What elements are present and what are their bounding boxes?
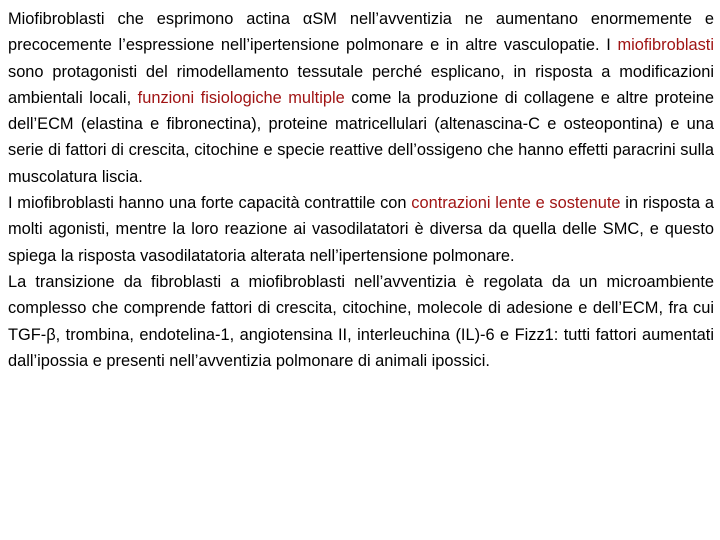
paragraph-text: sono protagonisti del rimodellamento tessutale perché esplicano, in risposta a modificazioni ambientali locali, — [8, 62, 714, 107]
paragraph-myofibroblasts-functions — [8, 6, 714, 190]
paragraph-contractility — [8, 190, 714, 269]
highlight-funzioni-fisiologiche: funzioni fisiologiche multiple — [137, 88, 345, 107]
highlight-contrazioni: contrazioni lente e sostenute — [411, 194, 621, 213]
paragraph-text: Miofibroblasti che esprimono actina αSM nell’avventizia ne aumentano enormemente e precocemente l’espressione nell’ipertensione polmonare e in altre vasculopatie. I — [8, 10, 714, 55]
highlight-miofibroblasti: miofibroblasti — [617, 36, 714, 55]
paragraph-transition — [8, 269, 714, 374]
paragraph-text: in risposta a molti agonisti, mentre la loro reazione ai vasodilatatori è diversa da quella delle SMC, e questo spiega la risposta vasodilatatoria alterata nell’ipertensione polmonare. — [8, 194, 714, 265]
paragraph-text: I miofibroblasti hanno una forte capacità contrattile con — [8, 194, 412, 213]
paragraph-text: come la produzione di collagene e altre proteine dell’ECM (elastina e fibronectina), proteine matricellulari (altenascina-C e osteopontina) e una serie di fattori di crescita, citochine e specie reattive dell’ossigeno che hanno effetti paracrini sulla muscolatura liscia. — [8, 88, 714, 186]
paragraph-text: La transizione da fibroblasti a miofibroblasti nell’avventizia è regolata da un microambiente complesso che comprende fattori di crescita, citochine, molecole di adesione e dell’ECM, fra cui TGF-β, trombina, endotelina-1, angiotensina II, interleuchina (IL)-6 e Fizz1: tutti fattori aumentati dall’ipossia e presenti nell’avventizia polmonare di animali ipossici. — [8, 272, 714, 370]
slide-body — [8, 6, 714, 374]
